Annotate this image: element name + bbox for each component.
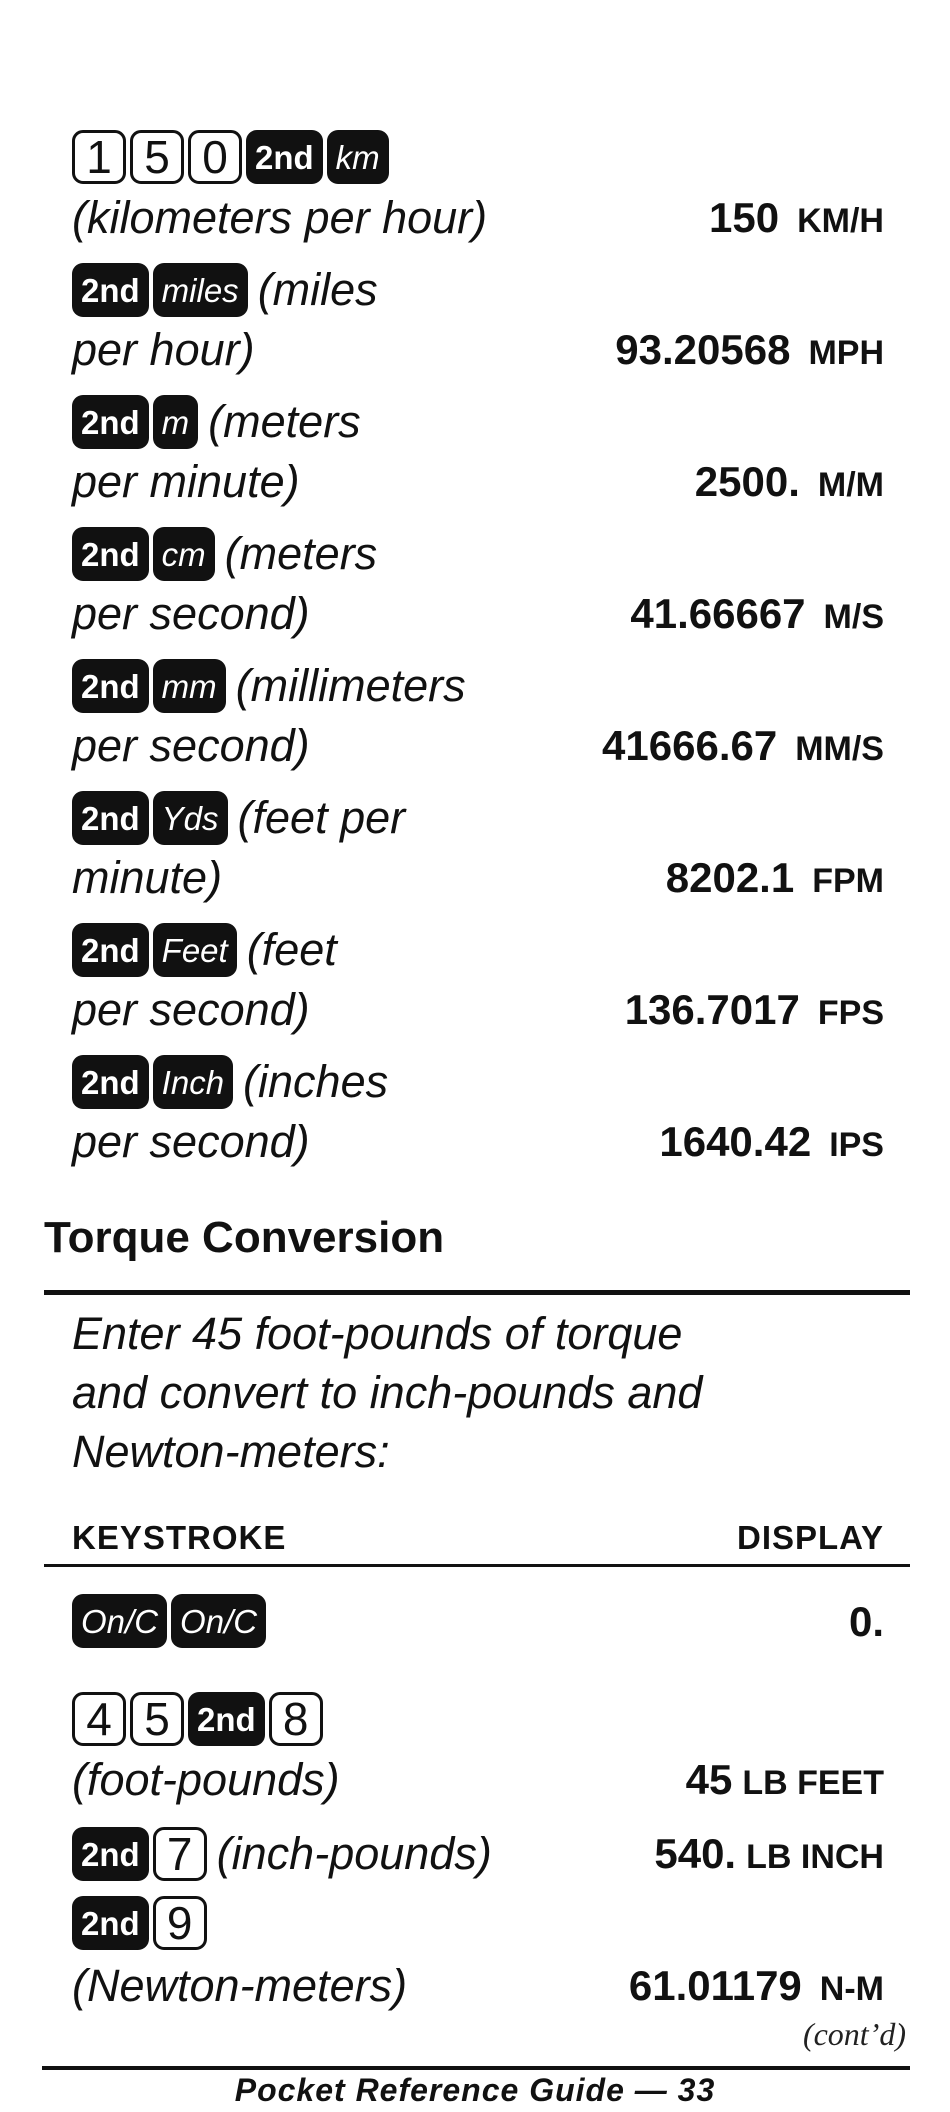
key-0: 0	[188, 130, 242, 184]
step-description: (meters	[208, 396, 361, 447]
key-2nd: 2nd	[72, 1896, 149, 1950]
step-description: per hour)	[72, 324, 255, 375]
display-value: 136.7017	[624, 986, 800, 1033]
display-value: 45	[685, 1756, 733, 1803]
header-rule	[44, 1564, 910, 1567]
key-1: 1	[72, 130, 126, 184]
display-unit: MPH	[808, 334, 884, 372]
display-readout	[709, 190, 884, 249]
key-2nd: 2nd	[246, 130, 323, 184]
key-mm: mm	[153, 659, 226, 713]
continued-note: (cont’d)	[802, 2016, 906, 2052]
intro-line: and convert to inch-pounds and	[72, 1367, 703, 1418]
step-description: per second)	[72, 1116, 310, 1167]
intro-line: Enter 45 foot-pounds of torque	[72, 1308, 683, 1359]
key-2nd: 2nd	[72, 1055, 149, 1109]
key-5: 5	[130, 130, 184, 184]
key-onc: On/C	[72, 1594, 167, 1648]
display-unit: FPS	[817, 994, 884, 1032]
step-description: per second)	[72, 984, 310, 1035]
key-miles: miles	[153, 263, 248, 317]
keystroke-sequence	[72, 658, 466, 714]
display-readout	[659, 1114, 884, 1173]
display-value: 0.	[848, 1598, 884, 1645]
display-readout	[602, 718, 884, 777]
step-description: (miles	[257, 264, 378, 315]
key-feet: Feet	[153, 923, 237, 977]
display-value: 2500.	[694, 458, 800, 505]
display-unit: KM/H	[797, 202, 884, 240]
torque-intro	[72, 1304, 892, 1481]
display-readout	[629, 1958, 884, 2017]
display-readout	[695, 454, 884, 513]
footer-rule	[42, 2066, 910, 2070]
key-2nd: 2nd	[72, 395, 149, 449]
section-rule	[44, 1290, 910, 1295]
key-2nd: 2nd	[72, 527, 149, 581]
step-description: (meters	[224, 528, 378, 579]
key-onc: On/C	[171, 1594, 266, 1648]
key-2nd: 2nd	[72, 659, 149, 713]
display-readout	[849, 1594, 884, 1650]
display-readout	[654, 1826, 884, 1885]
keystroke-sequence	[72, 1054, 388, 1110]
display-value: 540.	[654, 1830, 737, 1877]
key-2nd: 2nd	[72, 1827, 149, 1881]
key-9: 9	[153, 1896, 207, 1950]
step-description: (Newton-meters)	[72, 1960, 408, 2011]
key-4: 4	[72, 1692, 126, 1746]
keystroke-sequence	[72, 1594, 270, 1648]
display-unit: MM/S	[795, 730, 884, 768]
step-description: minute)	[72, 852, 223, 903]
keystroke-sequence	[72, 262, 378, 318]
step-description: (foot-pounds)	[72, 1754, 340, 1805]
display-unit: FPM	[812, 862, 884, 900]
key-2nd: 2nd	[72, 791, 149, 845]
display-value: 41666.67	[602, 722, 778, 769]
display-value: 61.01179	[628, 1962, 802, 2009]
display-readout	[615, 322, 884, 381]
column-header-keystroke: KEYSTROKE	[72, 1519, 287, 1556]
intro-line: Newton-meters:	[72, 1426, 390, 1477]
key-cm: cm	[153, 527, 215, 581]
step-description: (feet per	[237, 792, 406, 843]
keystroke-sequence	[72, 1826, 492, 1882]
display-unit: LB INCH	[746, 1838, 884, 1876]
display-readout	[666, 850, 884, 909]
column-header-display: DISPLAY	[737, 1519, 884, 1556]
display-unit: IPS	[829, 1126, 884, 1164]
display-value: 150	[709, 194, 780, 241]
display-unit: N-M	[819, 1970, 884, 2008]
keystroke-sequence	[72, 922, 337, 978]
step-description: (feet	[246, 924, 337, 975]
step-description: (inch-pounds)	[216, 1828, 492, 1879]
key-7: 7	[153, 1827, 207, 1881]
display-value: 93.20568	[615, 326, 791, 373]
key-yds: Yds	[153, 791, 228, 845]
keystroke-sequence	[72, 130, 393, 184]
page-footer: Pocket Reference Guide — 33	[234, 2072, 716, 2108]
keystroke-sequence	[72, 394, 361, 450]
keystroke-sequence	[72, 790, 405, 846]
keystroke-sequence	[72, 1692, 327, 1746]
key-2nd: 2nd	[72, 263, 149, 317]
display-readout	[625, 982, 884, 1041]
display-readout	[686, 1752, 884, 1811]
key-8: 8	[269, 1692, 323, 1746]
step-description: (kilometers per hour)	[72, 192, 488, 243]
keystroke-sequence	[72, 1896, 211, 1950]
step-description: per second)	[72, 720, 310, 771]
step-description: (inches	[243, 1056, 389, 1107]
key-5: 5	[130, 1692, 184, 1746]
step-description: (millimeters	[235, 660, 466, 711]
display-unit: M/M	[817, 466, 884, 504]
key-inch: Inch	[153, 1055, 233, 1109]
display-value: 1640.42	[659, 1118, 812, 1165]
display-unit: LB FEET	[742, 1764, 884, 1802]
display-unit: M/S	[823, 598, 884, 636]
display-value: 41.66667	[630, 590, 806, 637]
key-m: m	[153, 395, 199, 449]
display-value: 8202.1	[665, 854, 795, 901]
step-description: per second)	[72, 588, 310, 639]
key-2nd: 2nd	[72, 923, 149, 977]
key-2nd: 2nd	[188, 1692, 265, 1746]
section-title-torque: Torque Conversion	[44, 1213, 445, 1262]
step-description: per minute)	[72, 456, 300, 507]
key-km: km	[327, 130, 389, 184]
keystroke-sequence	[72, 526, 377, 582]
display-readout	[630, 586, 884, 645]
